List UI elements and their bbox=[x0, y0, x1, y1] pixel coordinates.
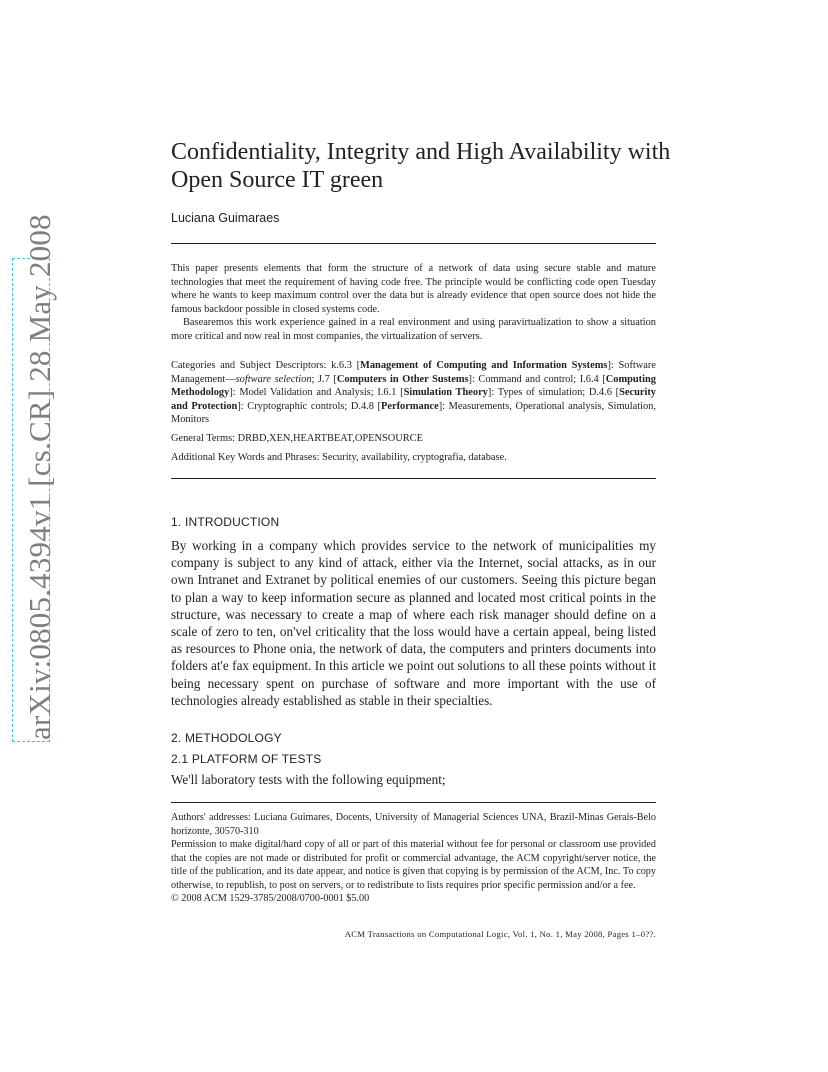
introduction-body: By working in a company which provides service to the network of municipalities my company is subject to any kind of attack, either via the Internet, social attacks, as in our own Intranet and Extranet by political enemies of our customers. Seeing this picture began to plan a way to keep information secure as planned and located most critical points in the structure, was necessary to create a map of where each risk manager should define on a scale of zero to ten, on'vel criticality that the loss would have a certain appeal, being listed as resources to Phone onia, the network of data, the computers and printers documents into folders at'e fax equipment. In this article we point out solutions to all these points without it being necessary spent on purchase of software and more important with the use of technologies already established as stable in their specialties. bbox=[171, 538, 656, 708]
categories-text: Categories and Subject Descriptors: k.6.3 [ bbox=[171, 360, 361, 371]
categories-text: ; J.7 [ bbox=[311, 373, 337, 385]
category-bold: Security and Protection bbox=[171, 387, 656, 412]
general-terms: General Terms: DRBD,XEN,HEARTBEAT,OPENSOURCE bbox=[171, 433, 423, 444]
permission-notice: Permission to make digital/hard copy of all or part of this material without fee for personal or classroom use provided that the copies are not made or distributed for profit or commercial advantage, the ACM copyright/server notice, the title of the publication, and its date appear, and notice is given that copying is by permission of the ACM, Inc. To copy otherwise, to republish, to post on servers, or to redistribute to lists requires prior specific permission and/or a fee. bbox=[171, 839, 656, 891]
categories-text: ]: Model Validation and Analysis; I.6.1 [ bbox=[229, 387, 404, 399]
section-heading-introduction: 1. INTRODUCTION bbox=[171, 515, 280, 529]
categories-text: ]: Software Management— bbox=[171, 360, 656, 385]
paper-title: Confidentiality, Integrity and High Availability with Open Source IT green bbox=[171, 139, 671, 193]
keywords: Additional Key Words and Phrases: Security, availability, cryptografia, database. bbox=[171, 452, 507, 463]
top-divider bbox=[171, 243, 656, 244]
section-heading-methodology: 2. METHODOLOGY bbox=[171, 731, 282, 745]
categories-text: ]: Types of simulation; D.4.6 [ bbox=[487, 387, 620, 399]
category-bold: Computing Methodology bbox=[171, 373, 656, 399]
footnote bbox=[171, 811, 656, 906]
abstract-paragraph-1: This paper presents elements that form the structure of a network of data using secure stable and mature technologies that meet the requirement of having code free. The principle would be conflicting code open Tuesday where he wants to keep maximum control over the data but is already evidence that open source does not hide the famous backdoor possible in closed systems code. bbox=[171, 263, 656, 315]
arxiv-stamp[interactable]: arXiv:0805.4394v1 [cs.CR] 28 May 2008 bbox=[22, 214, 57, 740]
category-italic: software selection bbox=[235, 373, 312, 385]
categories-descriptors bbox=[171, 359, 656, 427]
subsection-heading-platform: 2.1 PLATFORM OF TESTS bbox=[171, 752, 322, 766]
categories-text: ]: Measurements, Operational analysis, Simulation, Monitors bbox=[171, 400, 656, 426]
category-bold: Performance bbox=[381, 400, 439, 412]
platform-body: We'll laboratory tests with the following equipment; bbox=[171, 772, 446, 787]
author-name: Luciana Guimaraes bbox=[171, 211, 280, 225]
authors-addresses: Authors' addresses: Luciana Guimares, Docents, University of Managerial Sciences UNA, Brazil-Minas Gerais-Belo horizonte, 30570-310 bbox=[171, 812, 656, 837]
categories-text: ]: Cryptographic controls; D.4.8 [ bbox=[237, 400, 382, 412]
abstract bbox=[171, 262, 656, 344]
category-bold: Computers in Other Sustems bbox=[336, 373, 469, 385]
footnote-divider bbox=[171, 802, 656, 803]
category-bold: Simulation Theory bbox=[403, 387, 488, 399]
category-bold: Management of Computing and Information Systems bbox=[360, 360, 608, 371]
abstract-paragraph-2: Basearemos this work experience gained in a real environment and using paravirtualization to show a situation more critical and now real in most companies, the virtualization of servers. bbox=[171, 317, 656, 342]
categories-text: ]: Command and control; I.6.4 [ bbox=[468, 373, 606, 385]
copyright-line: © 2008 ACM 1529-3785/2008/0700-0001 $5.00 bbox=[171, 893, 370, 904]
journal-footer: ACM Transactions on Computational Logic, Vol. 1, No. 1, May 2008, Pages 1–0??. bbox=[344, 929, 656, 939]
abstract-end-divider bbox=[171, 478, 656, 479]
